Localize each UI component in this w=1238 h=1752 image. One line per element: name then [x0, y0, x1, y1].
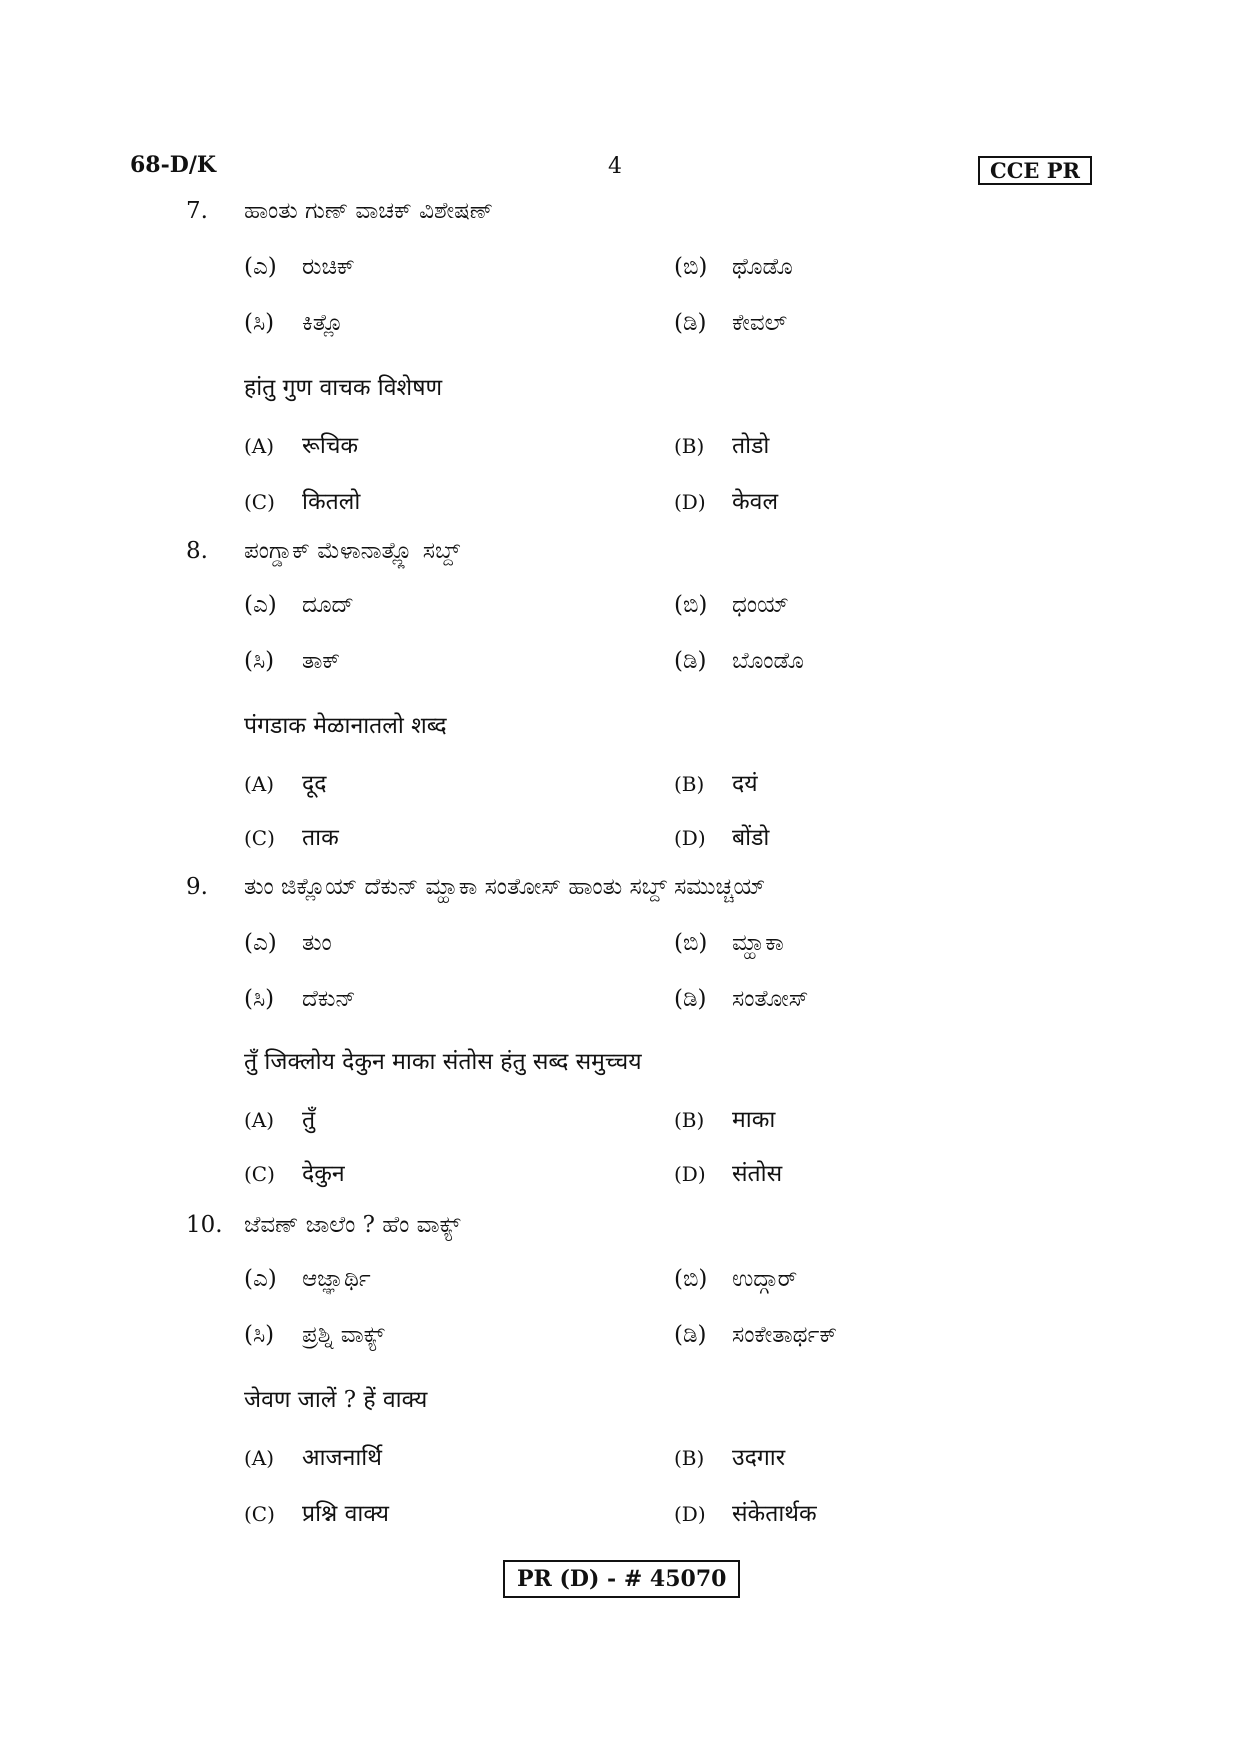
exam-code-box: CCE PR — [978, 156, 1092, 185]
option-d-kannada: (ಡಿ) ಸಂಕೇತಾರ್ಥಕ್ — [674, 1322, 838, 1348]
question-stem-kannada: ಹಾಂತು ಗುಣ್ ವಾಚಕ್ ವಿಶೇಷಣ್ — [244, 198, 494, 224]
option-d-devanagari: (D) संकेतार्थक — [674, 1501, 817, 1527]
option-b-kannada: (ಬಿ) ಮ್ಹಾಕಾ — [674, 930, 784, 956]
option-c-devanagari: (C) ताक — [244, 825, 339, 851]
option-b-kannada: (ಬಿ) ಧಂಯ್ — [674, 592, 790, 618]
option-a-kannada: (ಎ) ರುಚಿಕ್ — [244, 254, 355, 280]
option-d-devanagari: (D) संतोस — [674, 1161, 783, 1187]
option-a-devanagari: (A) दूद — [244, 771, 327, 797]
question-stem-kannada: ಪಂಗ್ಡಾಕ್ ಮೆಳಾನಾತ್ಲ್ಲೊ ಸಬ್ದ್ — [244, 538, 461, 564]
question-number: 8. — [186, 538, 208, 564]
option-a-kannada: (ಎ) ಆಜ್ಞಾರ್ಥಿ — [244, 1266, 371, 1292]
option-b-devanagari: (B) तोडो — [674, 433, 770, 459]
option-c-devanagari: (C) देकुन — [244, 1161, 345, 1187]
option-b-kannada: (ಬಿ) ಉದ್ಗಾರ್ — [674, 1266, 798, 1292]
option-b-devanagari: (B) उदगार — [674, 1445, 786, 1471]
option-d-devanagari: (D) केवल — [674, 489, 779, 515]
option-a-devanagari: (A) तुँ — [244, 1107, 316, 1133]
option-c-kannada: (ಸಿ) ತಾಕ್ — [244, 648, 341, 674]
option-a-devanagari: (A) आजनार्थि — [244, 1445, 382, 1471]
option-c-kannada: (ಸಿ) ದೆಕುನ್ — [244, 986, 356, 1012]
option-d-kannada: (ಡಿ) ಕೇವಲ್ — [674, 310, 788, 336]
question-stem-devanagari: हांतु गुण वाचक विशेषण — [244, 375, 443, 401]
option-c-kannada: (ಸಿ) ಪ್ರಶ್ನಿ ವಾಕ್ಯ್ — [244, 1322, 385, 1348]
question-stem-devanagari: पंगडाक मेळानातलो शब्द — [244, 713, 447, 739]
option-b-devanagari: (B) दयं — [674, 771, 758, 797]
option-c-devanagari: (C) कितलो — [244, 489, 361, 515]
paper-id-box: PR (D) - # 45070 — [503, 1560, 740, 1598]
option-c-devanagari: (C) प्रश्नि वाक्य — [244, 1501, 390, 1527]
option-a-kannada: (ಎ) ತುಂ — [244, 930, 332, 956]
option-a-kannada: (ಎ) ದೂದ್ — [244, 592, 354, 618]
paper-code: 68-D/K — [130, 152, 216, 178]
option-b-devanagari: (B) माका — [674, 1107, 776, 1133]
option-a-devanagari: (A) रूचिक — [244, 433, 359, 459]
question-stem-kannada: ಜೆವಣ್ ಜಾಲೆಂ ? ಹೆಂ ವಾಕ್ಯ್ — [244, 1212, 461, 1238]
option-d-kannada: (ಡಿ) ಸಂತೋಸ್ — [674, 986, 809, 1012]
option-d-kannada: (ಡಿ) ಬೊಂಡೊ — [674, 648, 804, 674]
option-b-kannada: (ಬಿ) ಥೊಡೊ — [674, 254, 793, 280]
question-number: 10. — [186, 1212, 223, 1238]
question-number: 7. — [186, 198, 208, 224]
question-stem-kannada: ತುಂ ಜಿಕ್ಲೊಯ್ ದೆಕುನ್ ಮ್ಹಾಕಾ ಸಂತೋಸ್ ಹಾಂತು ಸಬ್ದ್ ಸಮುಚ್ಚಯ್ — [244, 874, 766, 900]
question-stem-devanagari: जेवण जालें ? हें वाक्य — [244, 1387, 428, 1413]
option-c-kannada: (ಸಿ) ಕಿತ್ಲೊ — [244, 310, 344, 336]
question-stem-devanagari: तुँ जिक्लोय देकुन माका संतोस हंतु सब्द समुच्चय — [244, 1049, 642, 1075]
question-number: 9. — [186, 874, 208, 900]
option-d-devanagari: (D) बोंडो — [674, 825, 770, 851]
page-number: 4 — [608, 154, 622, 179]
